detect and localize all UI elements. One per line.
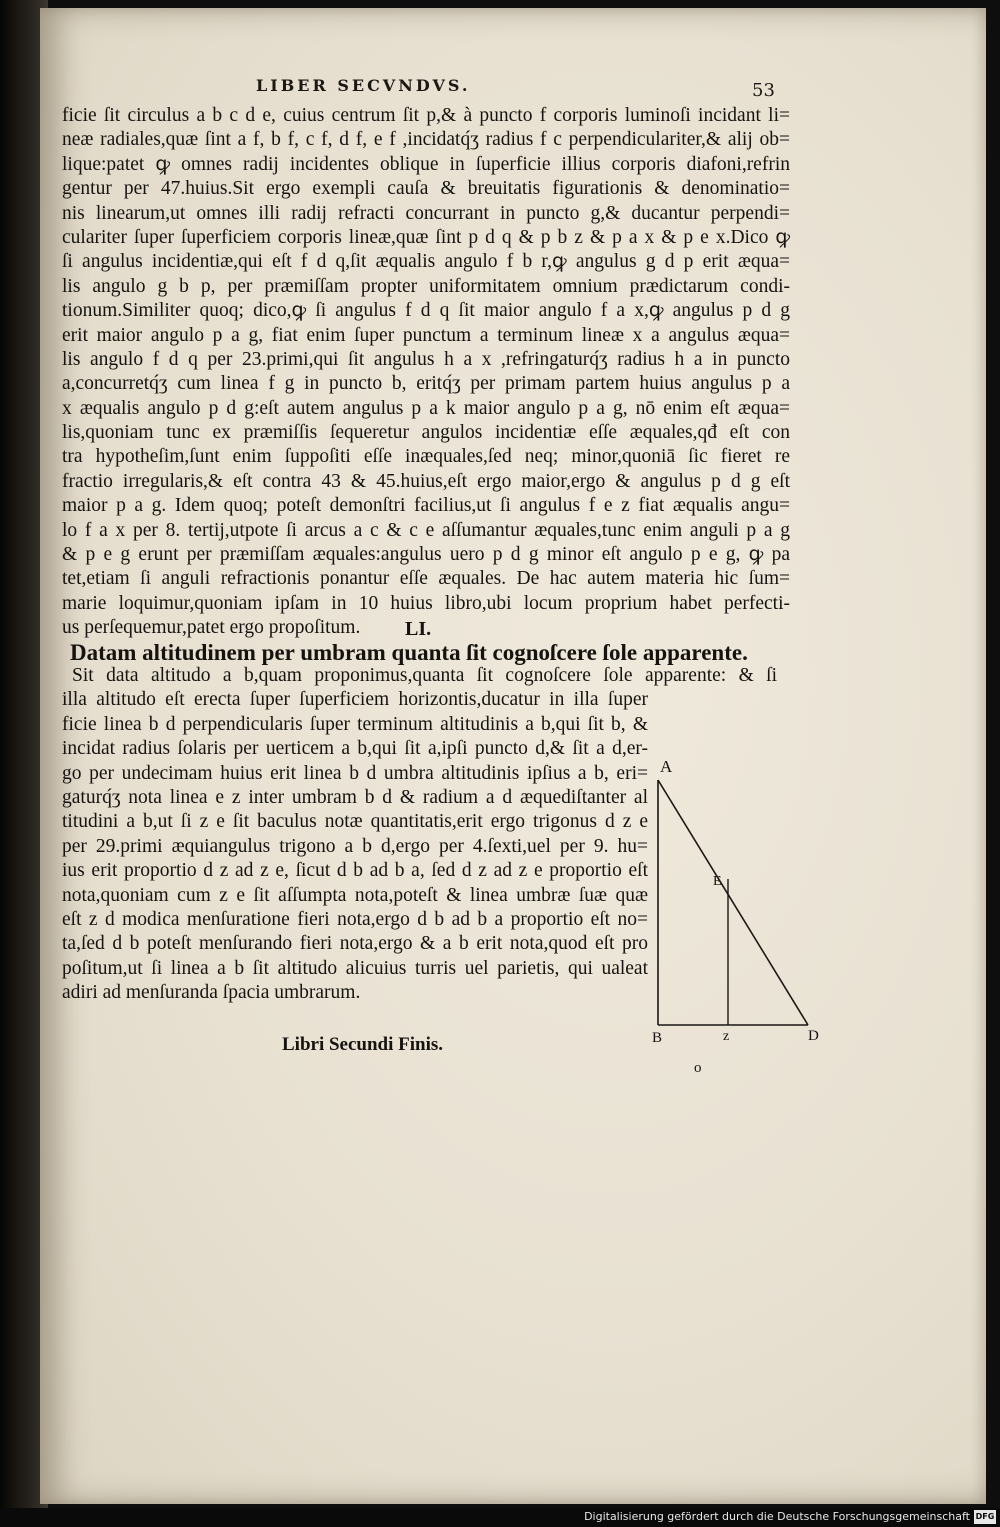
label-d: D: [808, 1028, 819, 1044]
text-line: lis angulo f d q per 23.primi,qui ſit angulus h a x ,refringaturq́ʒ radius h a in puncto: [62, 348, 790, 370]
text-line: poſitum,ut ſi linea a b ſit altitudo alicuius turris uel parietis, qui ualeat: [62, 957, 648, 979]
text-line: gaturq́ʒ nota linea e z inter umbram b d & radium a d æquediſtanter al: [62, 786, 648, 808]
text-line: lo f a x per 8. tertij,utpote ſi arcus a c & c e aſſumantur æquales,tunc enim anguli p a g: [62, 519, 790, 541]
text-line: ta,ſed d b poteſt menſurando fieri nota,ergo & a b erit nota,quod eſt pro: [62, 933, 648, 955]
text-line: tionum.Similiter quoq; dico,ꝙ ſi angulus f d q ſit maior angulo f a x,ꝙ angulus p d g: [62, 300, 790, 322]
text-line: erit maior angulo p a g, fiat enim ſuper punctum a terminum lineæ x a angulus æqua=: [62, 324, 790, 346]
text-line: Sit data altitudo a b,quam proponimus,quanta ſit cognoſcere ſole apparente: & ſi: [72, 665, 777, 686]
text-line: adiri ad menſuranda ſpacia umbrarum.: [62, 982, 361, 1004]
line-ad: [658, 780, 808, 1025]
text-line: ficie ſit circulus a b c d e, cuius centrum ſit p,& à puncto f corporis luminoſi incidant li=: [62, 105, 790, 126]
page-number: 53: [752, 80, 775, 101]
text-line: tet,etiam ſi anguli refractionis ponantur eſſe æquales. De hac autem materia hic ſum=: [62, 568, 790, 590]
text-line: x æqualis angulo p d g:eſt autem angulus p a k maior angulo p a g, nō enim eſt æqua=: [62, 397, 790, 419]
text-line: & p e g erunt per præmiſſam æquales:angulus uero p d g minor eſt angulo p e g, ꝙ pa: [62, 544, 790, 566]
text-line: nota,quoniam cum z e ſit aſſumpta nota,poteſt & linea umbræ ſuæ quæ: [62, 884, 648, 906]
text-line: ius erit proportio d z ad z e, ſicut d b ad b a, ſed d z ad z e proportio eſt: [62, 860, 648, 882]
text-line: maior p a g. Idem quoq; poteſt demonſtri facilius,ut ſi angulus f e z fiat æqualis angu=: [62, 495, 790, 517]
text-line: ficie linea b d perpendicularis ſuper terminum altitudinis a b,qui ſit b, &: [62, 713, 648, 735]
text-line: tra hypotheſim,ſunt enim ſuppoſiti eſſe inæquales,ſed neq; minor,quoniā ſic fieret re: [62, 446, 790, 468]
label-e: E: [713, 874, 722, 889]
book-end-note: Libri Secundi Finis.: [282, 1034, 444, 1055]
label-z: z: [723, 1029, 730, 1044]
label-a: A: [660, 757, 673, 776]
text-line: lis,quoniam tunc ex præmiſſis ſequeretur angulos incidentiæ eſſe æquales,qđ eſt con: [62, 422, 790, 444]
text-line: illa altitudo eſt erecta ſuper ſuperficiem horizontis,ducatur in illa ſuper: [62, 689, 648, 711]
text-line: marie loquimur,quoniam ipſam in 10 huius libro,ubi locum proprium habet perfecti-: [62, 592, 790, 614]
funding-credit: Digitalisierung gefördert durch die Deutsche Forschungsgemeinschaft: [584, 1510, 970, 1523]
text-line: culariter ſuper ſuperficiem corporis lineæ,quæ ſint p d q & p b z & p a x & p e x.Dico ꝙ: [62, 226, 790, 248]
text-line: go per undecimam huius erit linea b d umbra altitudinis ipſius a b, eri=: [62, 762, 648, 784]
footer-bar: [0, 1508, 1000, 1527]
text-line: ſi angulus incidentiæ,qui eſt f d q,ſit æqualis angulo f b r,ꝙ angulus g d p erit æqua=: [62, 251, 790, 273]
text-line: neæ radiales,quæ ſint a f, b f, c f, d f, e f ,incidatq́ʒ radius f c perpendiculariter,& alij ob=: [62, 129, 790, 151]
text-line: lique:patet ꝙ omnes radij incidentes oblique in ſuperficie illius corporis diafoni,refrin: [62, 153, 790, 175]
text-line: incidat radius ſolaris per uerticem a b,qui ſit a,ipſi puncto d,& ſit a d,er-: [62, 738, 648, 760]
text-line: us perſequemur,patet ergo propoſitum.: [62, 617, 361, 639]
section-number: LI.: [405, 618, 432, 640]
dfg-logo: DFG: [974, 1510, 996, 1524]
text-line: titudini a b,ut ſi z e ſit baculus notæ quantitatis,erit ergo trigonus d z e: [62, 811, 648, 833]
text-line: eſt z d modica menſuratione fieri nota,ergo d b ad b a proportio eſt no=: [62, 908, 648, 930]
proposition-title: Datam altitudinem per umbram quanta ſit cognoſcere ſole apparente.: [70, 640, 748, 665]
body-text: [62, 104, 790, 641]
triangle-diagram: [640, 740, 840, 1080]
running-head: LIBER SECVNDVS.: [256, 76, 471, 95]
text-line: lis angulo g b p, per præmiſſam propter uniformitatem omnium prædictarum condi-: [62, 275, 790, 297]
label-b: B: [652, 1030, 663, 1046]
text-line: fractio irregularis,& eſt contra 43 & 45.huius,eſt ergo maior,ergo & angulus p d g eſt: [62, 470, 790, 492]
text-line: a,concurretq́ʒ cum linea f g in puncto b, eritq́ʒ per primam partem huius angulus p a: [62, 373, 790, 395]
text-line: nis linearum,ut omnes illi radij refracti concurrant in puncto g,& ducantur perpendi=: [62, 202, 790, 224]
text-line: gentur per 47.huius.Sit ergo exempli cauſa & breuitatis figurationis & denominatio=: [62, 178, 790, 200]
text-line: per 29.primi æquiangulus trigono a b d,ergo per 4.ſexti,uel per 9. hu=: [62, 835, 648, 857]
label-o: o: [694, 1060, 702, 1076]
